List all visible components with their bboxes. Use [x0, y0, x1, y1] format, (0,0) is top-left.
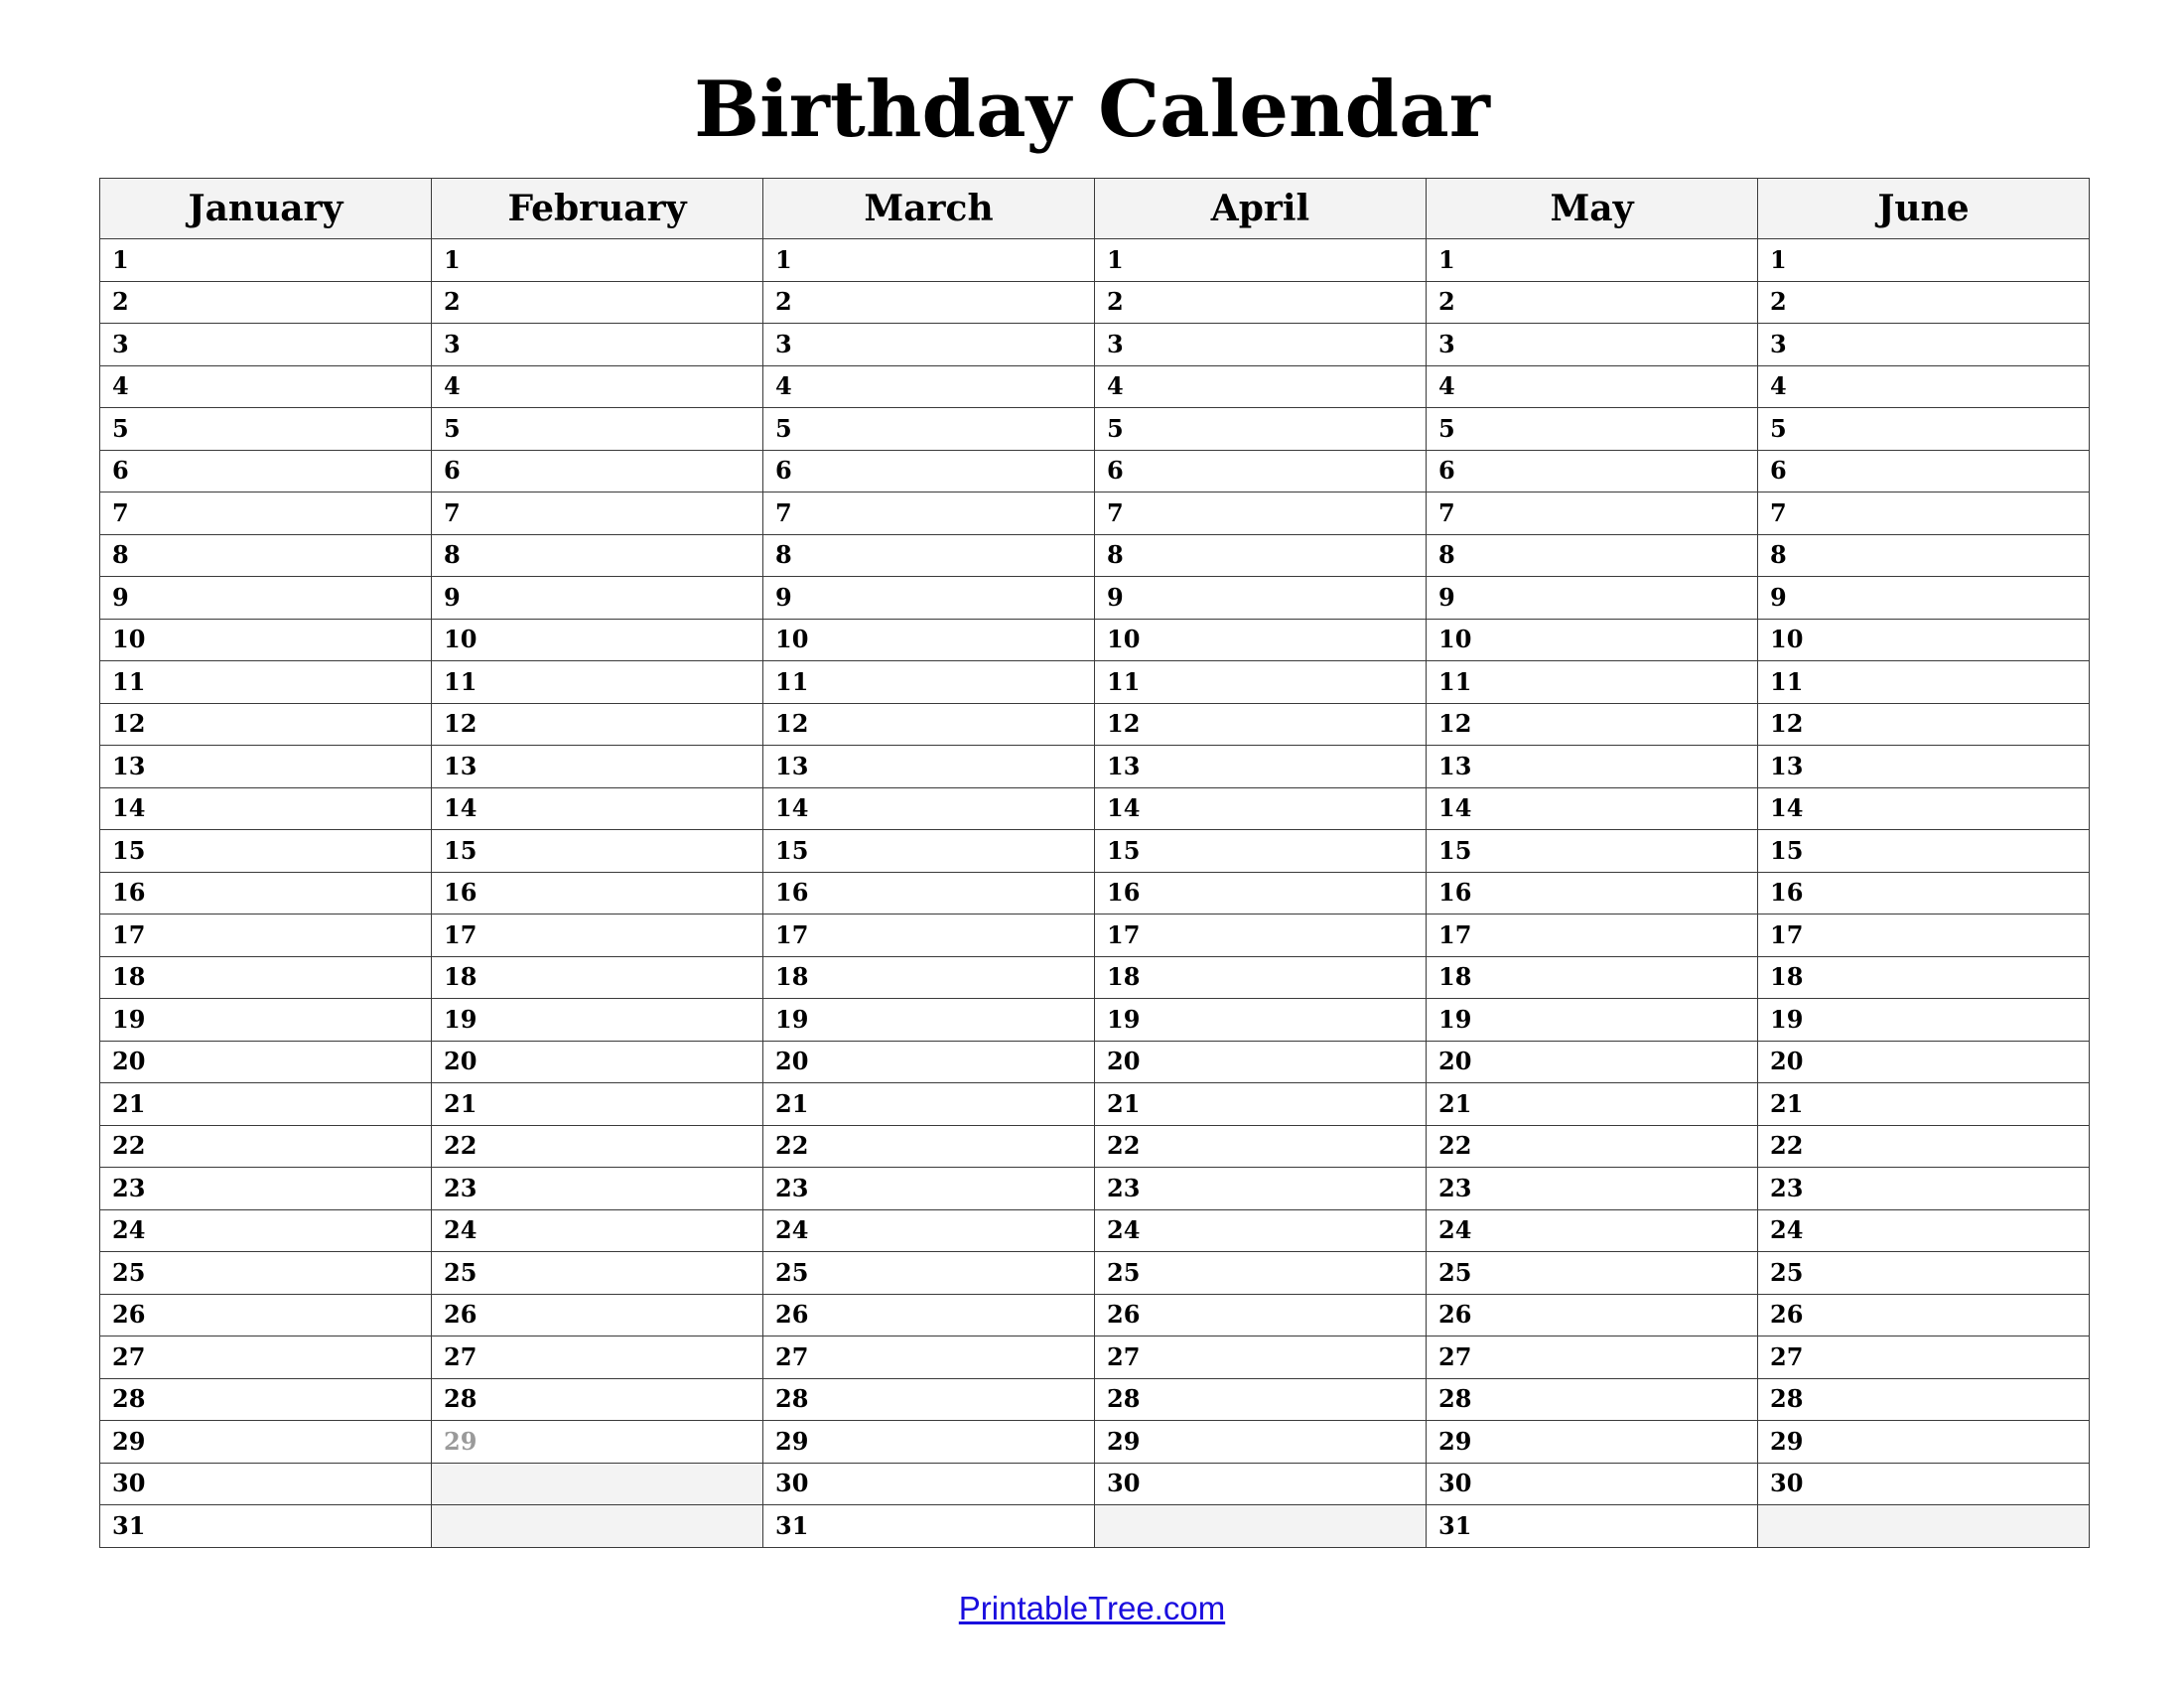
day-cell-may[interactable]: 9 [1427, 577, 1758, 620]
day-row [100, 450, 2090, 492]
day-cell-march[interactable]: 28 [763, 1378, 1095, 1421]
day-row [100, 408, 2090, 451]
day-cell-june[interactable]: 14 [1758, 787, 2090, 830]
day-row [100, 1083, 2090, 1126]
day-cell-may[interactable]: 20 [1427, 1041, 1758, 1083]
day-row [100, 239, 2090, 282]
day-cell-february[interactable]: 20 [432, 1041, 763, 1083]
day-cell-february[interactable]: 21 [432, 1083, 763, 1126]
day-cell-may[interactable]: 4 [1427, 365, 1758, 408]
day-cell-june[interactable]: 27 [1758, 1336, 2090, 1379]
day-cell-june[interactable]: 4 [1758, 365, 2090, 408]
day-cell-february[interactable]: 7 [432, 492, 763, 535]
day-cell-february[interactable]: 14 [432, 787, 763, 830]
month-header-april: April [1095, 179, 1427, 239]
day-cell-january[interactable]: 18 [100, 956, 432, 999]
day-cell-january[interactable]: 20 [100, 1041, 432, 1083]
day-cell-march[interactable]: 15 [763, 830, 1095, 873]
day-row [100, 1294, 2090, 1336]
empty-day-cell [1758, 1505, 2090, 1548]
day-cell-may[interactable]: 3 [1427, 324, 1758, 366]
day-cell-january[interactable]: 16 [100, 872, 432, 914]
day-cell-may[interactable]: 27 [1427, 1336, 1758, 1379]
day-row [100, 1209, 2090, 1252]
day-cell-january[interactable]: 13 [100, 746, 432, 788]
day-cell-may[interactable]: 22 [1427, 1125, 1758, 1168]
day-cell-january[interactable]: 3 [100, 324, 432, 366]
day-cell-january[interactable]: 21 [100, 1083, 432, 1126]
day-cell-april[interactable]: 4 [1095, 365, 1427, 408]
day-cell-february[interactable]: 15 [432, 830, 763, 873]
day-cell-april[interactable]: 23 [1095, 1168, 1427, 1210]
day-cell-january[interactable]: 14 [100, 787, 432, 830]
day-cell-may[interactable]: 12 [1427, 703, 1758, 746]
month-header-january: January [100, 179, 432, 239]
day-cell-april[interactable]: 1 [1095, 239, 1427, 282]
day-cell-february[interactable]: 26 [432, 1294, 763, 1336]
day-cell-january[interactable]: 28 [100, 1378, 432, 1421]
day-cell-january[interactable]: 1 [100, 239, 432, 282]
day-row [100, 577, 2090, 620]
month-header-february: February [432, 179, 763, 239]
day-cell-may[interactable]: 25 [1427, 1252, 1758, 1295]
day-cell-may[interactable]: 2 [1427, 281, 1758, 324]
day-cell-june[interactable]: 10 [1758, 619, 2090, 661]
day-cell-january[interactable]: 27 [100, 1336, 432, 1379]
day-cell-may[interactable]: 14 [1427, 787, 1758, 830]
day-cell-february[interactable]: 8 [432, 534, 763, 577]
day-cell-june[interactable]: 5 [1758, 408, 2090, 451]
day-cell-june[interactable]: 20 [1758, 1041, 2090, 1083]
day-row [100, 703, 2090, 746]
day-cell-june[interactable]: 25 [1758, 1252, 2090, 1295]
day-cell-april[interactable]: 2 [1095, 281, 1427, 324]
day-cell-january[interactable]: 26 [100, 1294, 432, 1336]
day-cell-april[interactable]: 24 [1095, 1209, 1427, 1252]
day-cell-april[interactable]: 16 [1095, 872, 1427, 914]
day-cell-june[interactable]: 13 [1758, 746, 2090, 788]
day-cell-march[interactable]: 12 [763, 703, 1095, 746]
day-cell-may[interactable]: 7 [1427, 492, 1758, 535]
day-cell-june[interactable]: 12 [1758, 703, 2090, 746]
day-cell-january[interactable]: 7 [100, 492, 432, 535]
empty-day-cell [432, 1505, 763, 1548]
day-cell-april[interactable]: 18 [1095, 956, 1427, 999]
day-row [100, 365, 2090, 408]
day-row [100, 914, 2090, 957]
day-cell-april[interactable]: 22 [1095, 1125, 1427, 1168]
day-cell-february[interactable]: 28 [432, 1378, 763, 1421]
day-cell-june[interactable]: 28 [1758, 1378, 2090, 1421]
day-cell-april[interactable]: 20 [1095, 1041, 1427, 1083]
day-row [100, 1505, 2090, 1548]
day-cell-january[interactable]: 22 [100, 1125, 432, 1168]
day-cell-may[interactable]: 5 [1427, 408, 1758, 451]
day-cell-march[interactable]: 25 [763, 1252, 1095, 1295]
day-cell-january[interactable]: 15 [100, 830, 432, 873]
day-cell-march[interactable]: 24 [763, 1209, 1095, 1252]
day-cell-february[interactable]: 6 [432, 450, 763, 492]
day-cell-april[interactable]: 8 [1095, 534, 1427, 577]
day-cell-january[interactable]: 11 [100, 661, 432, 704]
day-cell-june[interactable]: 6 [1758, 450, 2090, 492]
day-cell-march[interactable]: 20 [763, 1041, 1095, 1083]
month-header-may: May [1427, 179, 1758, 239]
footer [0, 1589, 2184, 1628]
day-cell-may[interactable]: 1 [1427, 239, 1758, 282]
day-cell-june[interactable]: 29 [1758, 1421, 2090, 1464]
day-cell-april[interactable]: 14 [1095, 787, 1427, 830]
day-cell-march[interactable]: 8 [763, 534, 1095, 577]
day-cell-february[interactable]: 13 [432, 746, 763, 788]
day-cell-may[interactable]: 17 [1427, 914, 1758, 957]
day-cell-january[interactable]: 30 [100, 1463, 432, 1505]
day-row [100, 999, 2090, 1042]
day-row [100, 324, 2090, 366]
day-cell-may[interactable]: 15 [1427, 830, 1758, 873]
day-cell-february[interactable]: 10 [432, 619, 763, 661]
day-cell-may[interactable]: 10 [1427, 619, 1758, 661]
day-cell-march[interactable]: 14 [763, 787, 1095, 830]
day-cell-march[interactable]: 6 [763, 450, 1095, 492]
day-cell-june[interactable]: 3 [1758, 324, 2090, 366]
day-cell-april[interactable]: 6 [1095, 450, 1427, 492]
day-cell-february[interactable]: 27 [432, 1336, 763, 1379]
day-cell-may[interactable]: 18 [1427, 956, 1758, 999]
day-row [100, 1041, 2090, 1083]
day-cell-january[interactable]: 19 [100, 999, 432, 1042]
day-cell-february[interactable]: 2 [432, 281, 763, 324]
day-cell-february[interactable]: 23 [432, 1168, 763, 1210]
day-row [100, 872, 2090, 914]
day-cell-january[interactable]: 29 [100, 1421, 432, 1464]
day-cell-june[interactable]: 24 [1758, 1209, 2090, 1252]
day-cell-march[interactable]: 2 [763, 281, 1095, 324]
day-cell-january[interactable]: 4 [100, 365, 432, 408]
day-cell-march[interactable]: 23 [763, 1168, 1095, 1210]
day-cell-february[interactable]: 4 [432, 365, 763, 408]
month-header-march: March [763, 179, 1095, 239]
day-cell-june[interactable]: 16 [1758, 872, 2090, 914]
empty-day-cell [1095, 1505, 1427, 1548]
day-cell-june[interactable]: 9 [1758, 577, 2090, 620]
day-row [100, 281, 2090, 324]
day-cell-february[interactable]: 1 [432, 239, 763, 282]
day-cell-april[interactable]: 27 [1095, 1336, 1427, 1379]
day-cell-march[interactable]: 1 [763, 239, 1095, 282]
day-cell-january[interactable]: 17 [100, 914, 432, 957]
day-row [100, 1336, 2090, 1379]
day-cell-april[interactable]: 30 [1095, 1463, 1427, 1505]
day-row [100, 1168, 2090, 1210]
day-row [100, 1378, 2090, 1421]
printabletree-link[interactable]: PrintableTree.com [958, 1590, 1226, 1626]
day-cell-june[interactable]: 7 [1758, 492, 2090, 535]
day-cell-june[interactable]: 1 [1758, 239, 2090, 282]
day-cell-april[interactable]: 11 [1095, 661, 1427, 704]
day-row [100, 830, 2090, 873]
day-cell-february[interactable]: 24 [432, 1209, 763, 1252]
day-cell-january[interactable]: 2 [100, 281, 432, 324]
day-cell-february[interactable]: 16 [432, 872, 763, 914]
day-cell-january[interactable]: 23 [100, 1168, 432, 1210]
day-row [100, 787, 2090, 830]
day-cell-june[interactable]: 22 [1758, 1125, 2090, 1168]
month-header-june: June [1758, 179, 2090, 239]
day-cell-march[interactable]: 19 [763, 999, 1095, 1042]
day-cell-may[interactable]: 13 [1427, 746, 1758, 788]
day-cell-february[interactable]: 19 [432, 999, 763, 1042]
day-cell-march[interactable]: 31 [763, 1505, 1095, 1548]
day-cell-february[interactable]: 22 [432, 1125, 763, 1168]
day-row [100, 1421, 2090, 1464]
day-cell-may[interactable]: 11 [1427, 661, 1758, 704]
day-cell-june[interactable]: 11 [1758, 661, 2090, 704]
day-cell-february[interactable]: 12 [432, 703, 763, 746]
day-cell-march[interactable]: 22 [763, 1125, 1095, 1168]
day-cell-april[interactable]: 21 [1095, 1083, 1427, 1126]
day-cell-april[interactable]: 28 [1095, 1378, 1427, 1421]
day-cell-may[interactable]: 31 [1427, 1505, 1758, 1548]
day-cell-april[interactable]: 29 [1095, 1421, 1427, 1464]
calendar-body [100, 239, 2090, 1548]
day-cell-march[interactable]: 26 [763, 1294, 1095, 1336]
day-cell-may[interactable]: 26 [1427, 1294, 1758, 1336]
day-cell-may[interactable]: 29 [1427, 1421, 1758, 1464]
day-cell-may[interactable]: 8 [1427, 534, 1758, 577]
day-cell-january[interactable]: 9 [100, 577, 432, 620]
day-row [100, 619, 2090, 661]
day-cell-april[interactable]: 5 [1095, 408, 1427, 451]
day-cell-february[interactable]: 25 [432, 1252, 763, 1295]
day-cell-march[interactable]: 27 [763, 1336, 1095, 1379]
day-cell-march[interactable]: 11 [763, 661, 1095, 704]
day-row [100, 1252, 2090, 1295]
day-cell-may[interactable]: 19 [1427, 999, 1758, 1042]
day-cell-february[interactable]: 29 [432, 1421, 763, 1464]
day-row [100, 1463, 2090, 1505]
day-row [100, 956, 2090, 999]
day-cell-april[interactable]: 13 [1095, 746, 1427, 788]
day-cell-may[interactable]: 24 [1427, 1209, 1758, 1252]
day-cell-january[interactable]: 5 [100, 408, 432, 451]
day-cell-march[interactable]: 3 [763, 324, 1095, 366]
day-cell-june[interactable]: 30 [1758, 1463, 2090, 1505]
day-cell-may[interactable]: 28 [1427, 1378, 1758, 1421]
day-cell-february[interactable]: 18 [432, 956, 763, 999]
day-cell-january[interactable]: 25 [100, 1252, 432, 1295]
day-cell-june[interactable]: 8 [1758, 534, 2090, 577]
day-cell-february[interactable]: 11 [432, 661, 763, 704]
day-cell-march[interactable]: 10 [763, 619, 1095, 661]
day-row [100, 1125, 2090, 1168]
day-row [100, 534, 2090, 577]
day-cell-june[interactable]: 23 [1758, 1168, 2090, 1210]
day-cell-june[interactable]: 26 [1758, 1294, 2090, 1336]
empty-day-cell [432, 1463, 763, 1505]
day-cell-april[interactable]: 19 [1095, 999, 1427, 1042]
day-cell-february[interactable]: 3 [432, 324, 763, 366]
day-cell-january[interactable]: 12 [100, 703, 432, 746]
day-cell-march[interactable]: 4 [763, 365, 1095, 408]
day-cell-january[interactable]: 8 [100, 534, 432, 577]
day-cell-march[interactable]: 7 [763, 492, 1095, 535]
day-cell-may[interactable]: 30 [1427, 1463, 1758, 1505]
day-cell-april[interactable]: 12 [1095, 703, 1427, 746]
day-cell-april[interactable]: 7 [1095, 492, 1427, 535]
day-cell-may[interactable]: 23 [1427, 1168, 1758, 1210]
day-cell-june[interactable]: 2 [1758, 281, 2090, 324]
day-cell-june[interactable]: 15 [1758, 830, 2090, 873]
day-cell-april[interactable]: 15 [1095, 830, 1427, 873]
day-cell-january[interactable]: 24 [100, 1209, 432, 1252]
day-cell-june[interactable]: 17 [1758, 914, 2090, 957]
day-cell-april[interactable]: 17 [1095, 914, 1427, 957]
day-row [100, 746, 2090, 788]
day-cell-june[interactable]: 19 [1758, 999, 2090, 1042]
day-cell-may[interactable]: 6 [1427, 450, 1758, 492]
month-header-row [100, 179, 2090, 239]
day-cell-march[interactable]: 29 [763, 1421, 1095, 1464]
day-cell-february[interactable]: 17 [432, 914, 763, 957]
day-cell-march[interactable]: 21 [763, 1083, 1095, 1126]
day-cell-february[interactable]: 9 [432, 577, 763, 620]
day-cell-april[interactable]: 26 [1095, 1294, 1427, 1336]
day-cell-march[interactable]: 17 [763, 914, 1095, 957]
day-cell-march[interactable]: 18 [763, 956, 1095, 999]
page-title: Birthday Calendar [694, 65, 1490, 155]
day-cell-january[interactable]: 6 [100, 450, 432, 492]
day-cell-march[interactable]: 16 [763, 872, 1095, 914]
day-cell-february[interactable]: 5 [432, 408, 763, 451]
day-cell-june[interactable]: 21 [1758, 1083, 2090, 1126]
day-cell-march[interactable]: 5 [763, 408, 1095, 451]
day-cell-april[interactable]: 10 [1095, 619, 1427, 661]
day-cell-april[interactable]: 25 [1095, 1252, 1427, 1295]
day-cell-june[interactable]: 18 [1758, 956, 2090, 999]
day-cell-april[interactable]: 3 [1095, 324, 1427, 366]
day-cell-march[interactable]: 13 [763, 746, 1095, 788]
calendar-header [100, 179, 2090, 239]
day-row [100, 661, 2090, 704]
day-cell-may[interactable]: 16 [1427, 872, 1758, 914]
day-cell-january[interactable]: 10 [100, 619, 432, 661]
day-cell-march[interactable]: 30 [763, 1463, 1095, 1505]
day-cell-march[interactable]: 9 [763, 577, 1095, 620]
day-row [100, 492, 2090, 535]
birthday-calendar-table [99, 178, 2090, 1548]
day-cell-january[interactable]: 31 [100, 1505, 432, 1548]
day-cell-april[interactable]: 9 [1095, 577, 1427, 620]
day-cell-may[interactable]: 21 [1427, 1083, 1758, 1126]
